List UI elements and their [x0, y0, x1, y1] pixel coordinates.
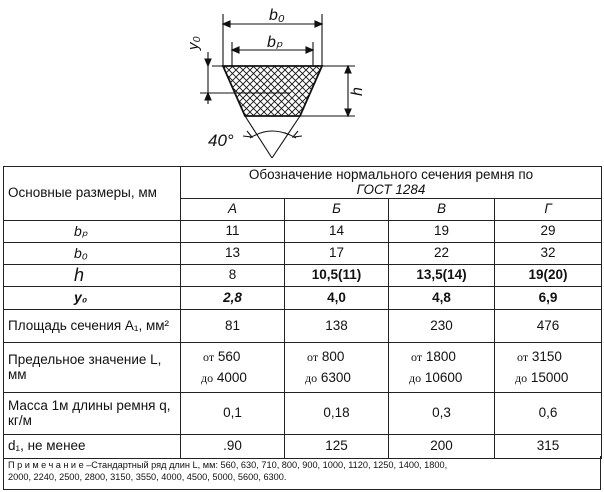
from-value: 800 [321, 348, 345, 364]
cell: 81 [181, 310, 285, 343]
row-label: d₁, не менее [4, 435, 181, 459]
length-cell [181, 343, 285, 393]
d1-row [4, 435, 602, 459]
label-h: h [349, 87, 366, 96]
from-word: от [307, 349, 319, 364]
header-title-cell [181, 167, 602, 199]
column-a: А [181, 199, 285, 221]
cell: 138 [285, 310, 389, 343]
cell: 200 [389, 435, 495, 459]
label-b0: b₀ [269, 7, 285, 24]
from-value: 3150 [531, 348, 562, 364]
cell: 0,6 [495, 393, 602, 435]
cell: 0,1 [181, 393, 285, 435]
belt-section-diagram [180, 0, 420, 168]
cell: 315 [495, 435, 602, 459]
cell: 125 [285, 435, 389, 459]
to-word: до [305, 370, 318, 385]
cell: 10,5(11) [285, 265, 389, 287]
to-word: до [409, 370, 422, 385]
cell: 22 [389, 243, 495, 265]
to-word: до [201, 370, 214, 385]
to-value: 10600 [424, 369, 463, 385]
column-g: Г [495, 199, 602, 221]
column-v: В [389, 199, 495, 221]
row-label: h [4, 265, 181, 287]
cell: 0,3 [389, 393, 495, 435]
cell: 2,8 [181, 287, 285, 310]
length-row [4, 343, 602, 393]
cell: 476 [495, 310, 602, 343]
row-label: Площадь сечения A₁, мм² [4, 310, 181, 343]
cell: 19(20) [495, 265, 602, 287]
to-value: 6300 [320, 369, 351, 385]
to-word: до [515, 370, 528, 385]
cell: 13,5(14) [389, 265, 495, 287]
to-value: 15000 [530, 369, 569, 385]
table-row [4, 310, 602, 343]
row-label: y₀ [4, 287, 181, 310]
cell: 8 [181, 265, 285, 287]
length-cell [285, 343, 389, 393]
table-row [4, 243, 602, 265]
from-word: от [411, 349, 423, 364]
cell: 0,18 [285, 393, 389, 435]
cell: 14 [285, 221, 389, 243]
length-cell [389, 343, 495, 393]
cell: 17 [285, 243, 389, 265]
row-label: b₀ [4, 243, 181, 265]
header-row [4, 167, 602, 199]
length-cell [495, 343, 602, 393]
column-b: Б [285, 199, 389, 221]
to-value: 4000 [216, 369, 247, 385]
from-value: 1800 [425, 348, 456, 364]
mass-row [4, 393, 602, 435]
cell: 13 [181, 243, 285, 265]
cell: 6,9 [495, 287, 602, 310]
footnote-line1: –Стандартный ряд длин L, мм: 560, 630, 710, 800, 900, 1000, 1120, 1250, 1400, 1800, [86, 460, 448, 470]
table-row [4, 221, 602, 243]
cell: 4,0 [285, 287, 389, 310]
label-bp: bₚ [267, 34, 283, 51]
cell: 19 [389, 221, 495, 243]
footnote-prefix: Примечание [8, 460, 87, 470]
belt-trapezoid [223, 66, 322, 116]
header-title: Обозначение нормального сечения ремня по [248, 166, 534, 182]
from-word: от [203, 349, 215, 364]
row-label: bₚ [4, 221, 181, 243]
footnote-line2: 2000, 2240, 2500, 2800, 3150, 3550, 4000, 4500, 5000, 5600, 6300. [8, 472, 287, 482]
row-label: Предельное значение L, мм [4, 343, 181, 393]
label-angle: 40° [208, 131, 234, 150]
footnote [3, 456, 601, 490]
table-row [4, 287, 602, 310]
header-label: Основные размеры, мм [4, 167, 181, 221]
cell: 230 [389, 310, 495, 343]
header-subtitle: ГОСТ 1284 [356, 181, 426, 197]
cell: .90 [181, 435, 285, 459]
row-label: Масса 1м длины ремня q, кг/м [4, 393, 181, 435]
dimensions-table [3, 166, 602, 459]
cell: 11 [181, 221, 285, 243]
cell: 32 [495, 243, 602, 265]
from-word: от [517, 349, 529, 364]
cell: 29 [495, 221, 602, 243]
label-y0: y₀ [185, 36, 202, 50]
table-row [4, 265, 602, 287]
from-value: 560 [217, 348, 241, 364]
cell: 4,8 [389, 287, 495, 310]
